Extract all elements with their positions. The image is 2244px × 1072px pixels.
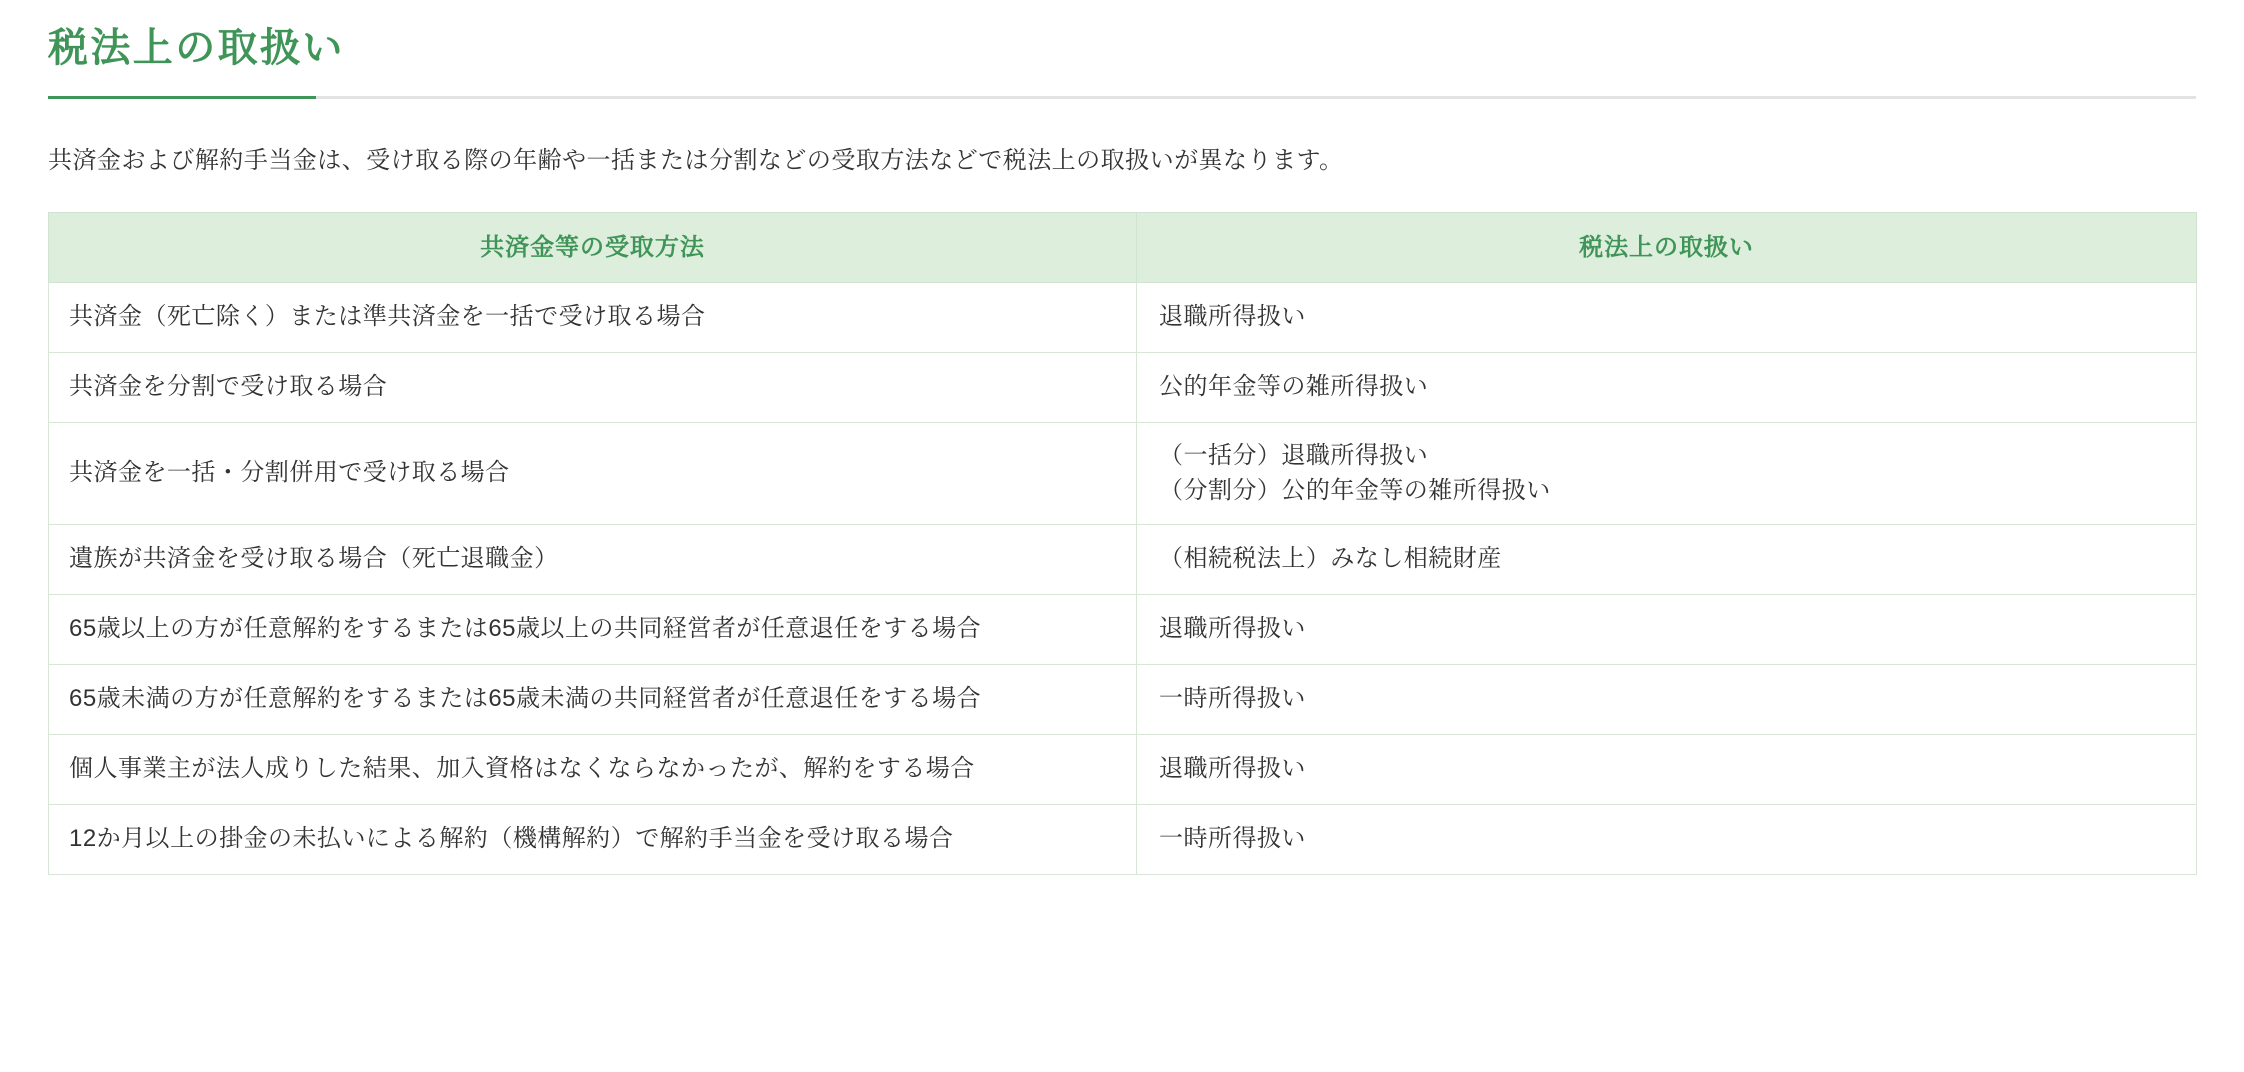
table-row: [49, 595, 2197, 665]
table-row: [49, 352, 2197, 422]
cell-treatment: [1137, 525, 2197, 595]
cell-treatment: [1137, 352, 2197, 422]
table-row: [49, 282, 2197, 352]
cell-treatment-line-1: （一括分）退職所得扱い: [1159, 441, 1429, 469]
table-body: [49, 282, 2197, 875]
table-row: [49, 735, 2197, 805]
cell-treatment: [1137, 422, 2197, 525]
table-header: [49, 212, 2197, 282]
cell-treatment-line-1: 一時所得扱い: [1159, 685, 1306, 713]
cell-treatment: [1137, 735, 2197, 805]
cell-method: 65歳未満の方が任意解約をするまたは65歳未満の共同経営者が任意退任をする場合: [49, 665, 1137, 735]
cell-method: 共済金を一括・分割併用で受け取る場合: [49, 422, 1137, 525]
page-title: 税法上の取扱い: [48, 26, 345, 70]
cell-treatment-line-1: 一時所得扱い: [1159, 825, 1306, 853]
tax-treatment-table: [48, 212, 2197, 876]
column-header-method: 共済金等の受取方法: [49, 212, 1137, 282]
table-header-row: [49, 212, 2197, 282]
column-header-treatment: 税法上の取扱い: [1137, 212, 2197, 282]
cell-treatment: [1137, 595, 2197, 665]
cell-treatment: [1137, 665, 2197, 735]
title-underline: [48, 96, 2196, 99]
table-row: [49, 665, 2197, 735]
cell-method: 個人事業主が法人成りした結果、加入資格はなくならなかったが、解約をする場合: [49, 735, 1137, 805]
cell-method: 共済金を分割で受け取る場合: [49, 352, 1137, 422]
cell-treatment-line-1: 公的年金等の雑所得扱い: [1159, 372, 1429, 400]
cell-treatment-line-1: 退職所得扱い: [1159, 302, 1306, 330]
cell-method: 12か月以上の掛金の未払いによる解約（機構解約）で解約手当金を受け取る場合: [49, 805, 1137, 875]
cell-treatment-line-1: 退職所得扱い: [1159, 755, 1306, 783]
cell-treatment-line-1: 退職所得扱い: [1159, 615, 1306, 643]
cell-treatment-line-2: （分割分）公的年金等の雑所得扱い: [1159, 476, 1551, 504]
cell-treatment: [1137, 805, 2197, 875]
page-heading-section: [48, 0, 2196, 99]
cell-method: 65歳以上の方が任意解約をするまたは65歳以上の共同経営者が任意退任をする場合: [49, 595, 1137, 665]
lead-paragraph: 共済金および解約手当金は、受け取る際の年齢や一括または分割などの受取方法などで税法上の取扱いが異なります。: [48, 147, 1344, 174]
cell-treatment: [1137, 282, 2197, 352]
cell-treatment-line-1: （相続税法上）みなし相続財産: [1159, 545, 1502, 573]
table-row: [49, 422, 2197, 525]
table-row: [49, 805, 2197, 875]
cell-method: 共済金（死亡除く）または準共済金を一括で受け取る場合: [49, 282, 1137, 352]
cell-method: 遺族が共済金を受け取る場合（死亡退職金）: [49, 525, 1137, 595]
table-row: [49, 525, 2197, 595]
